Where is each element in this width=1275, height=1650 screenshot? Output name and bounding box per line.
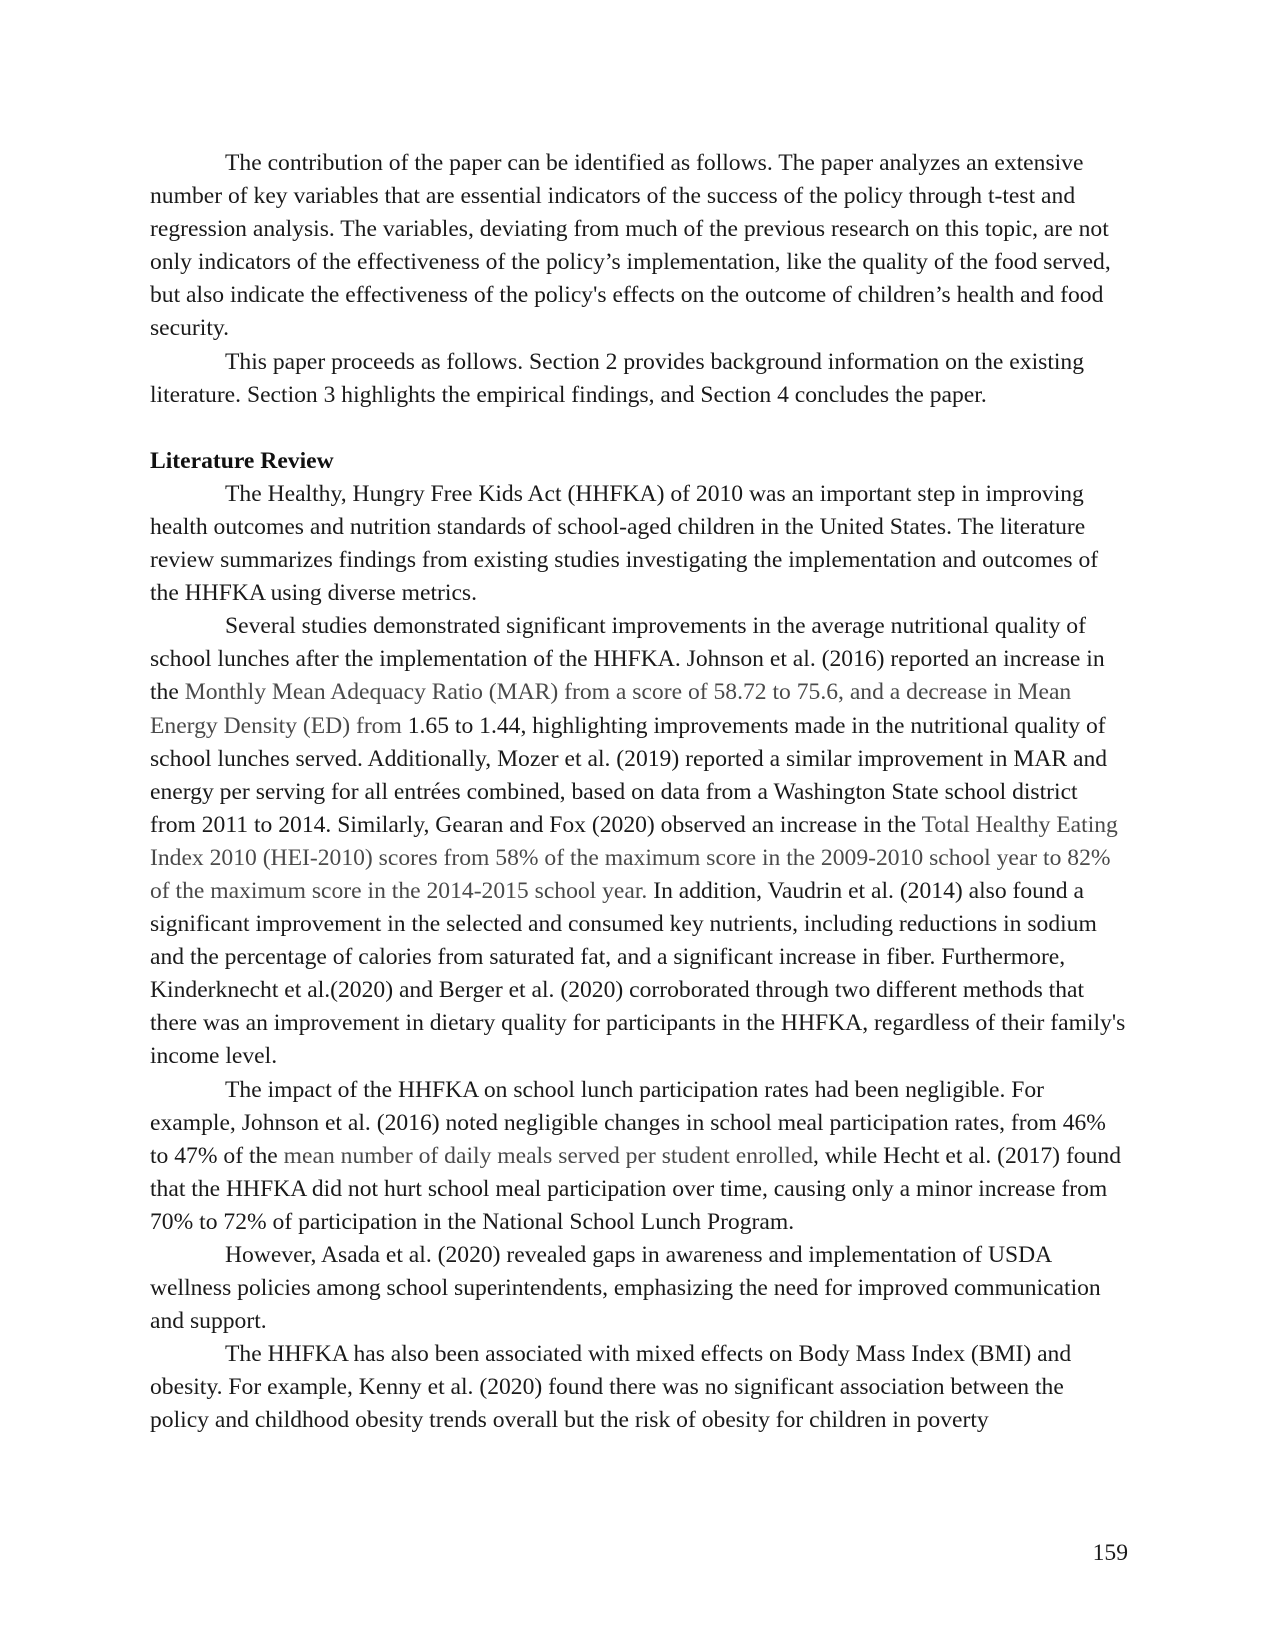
text-run: 1.65 to 1.44, highlighting improvements made in the nutritional quality of school lunches served. Additionally, Mozer et al. (2019) reported a similar improvement in MAR and energy per serving for all entrées combined, based on data from a Washington State school district from 2011 to 2014. Similarly, Gearan and Fox (2020) observed an increase in the xyxy=(150,712,1108,838)
text-run: In addition, Vaudrin et al. (2014) also found a significant improvement in the selected and consumed key nutrients, including reductions in sodium and the percentage of calories from saturated fat, and a significant increase in fiber. Furthermore, Kinderknecht et al.(2020) and Berger et al. (2020) corroborated through two different methods that there was an improvement in dietary quality for participants in the HHFKA, regardless of their family's income level. xyxy=(150,877,1126,1070)
page-number: 159 xyxy=(1092,1540,1128,1566)
literature-paragraph-participation xyxy=(150,1074,1128,1239)
literature-paragraph-bmi-obesity: The HHFKA has also been associated with mixed effects on Body Mass Index (BMI) and obesity. For example, Kenny et al. (2020) found there was no significant association between the policy and childhood obesity trends overall but the risk of obesity for children in poverty xyxy=(150,1341,1072,1434)
text-run: , while Hecht et al. (2017) found that the HHFKA did not hurt school meal participation over time, causing only a minor increase from 70% to 72% of participation in the National School Lunch Program. xyxy=(150,1142,1121,1235)
body-text xyxy=(150,147,1128,1438)
intro-paragraph-contribution: The contribution of the paper can be identified as follows. The paper analyzes an extensive number of key variables that are essential indicators of the success of the policy through t-test and regression analysis. The variables, deviating from much of the previous research on this topic, are not only indicators of the effectiveness of the policy’s implementation, like the quality of the food served, but also indicate the effectiveness of the policy's effects on the outcome of children’s health and food security. xyxy=(150,150,1111,342)
intro-paragraph-outline: This paper proceeds as follows. Section 2 provides background information on the existing literature. Section 3 highlights the empirical findings, and Section 4 concludes the paper. xyxy=(150,348,1085,408)
section-spacer xyxy=(150,412,1128,445)
text-run: The impact of the HHFKA on school lunch participation rates had been negligible. For example, Johnson et al. (2016) noted negligible changes in school meal participation rates, from 46% to 47% of the xyxy=(150,1076,1106,1169)
literature-paragraph-awareness: However, Asada et al. (2020) revealed gaps in awareness and implementation of USDA wellness policies among school superintendents, emphasizing the need for improved communication and support. xyxy=(150,1242,1101,1335)
text-run: Several studies demonstrated significant improvements in the average nutritional quality of school lunches after the implementation of the HHFKA. Johnson et al. (2016) reported an increase in the xyxy=(150,613,1105,706)
text-run-cited-metric: Total Healthy Eating Index 2010 (HEI-2010) scores from 58% of the maximum score in the 2009-2010 school year to 82% of the maximum score in the 2014-2015 school year. xyxy=(150,811,1118,904)
section-heading-literature-review: Literature Review xyxy=(150,447,334,474)
literature-paragraph-hhfka-intro: The Healthy, Hungry Free Kids Act (HHFKA) of 2010 was an important step in improving health outcomes and nutrition standards of school-aged children in the United States. The literature review summarizes findings from existing studies investigating the implementation and outcomes of the HHFKA using diverse metrics. xyxy=(150,480,1099,607)
text-run-cited-metric: mean number of daily meals served per student enrolled xyxy=(283,1142,814,1169)
literature-paragraph-nutritional-quality xyxy=(150,610,1128,1073)
text-run-cited-metric: Monthly Mean Adequacy Ratio (MAR) from a score of 58.72 to 75.6, and a decrease in Mean Energy Density (ED) from xyxy=(150,679,1072,739)
